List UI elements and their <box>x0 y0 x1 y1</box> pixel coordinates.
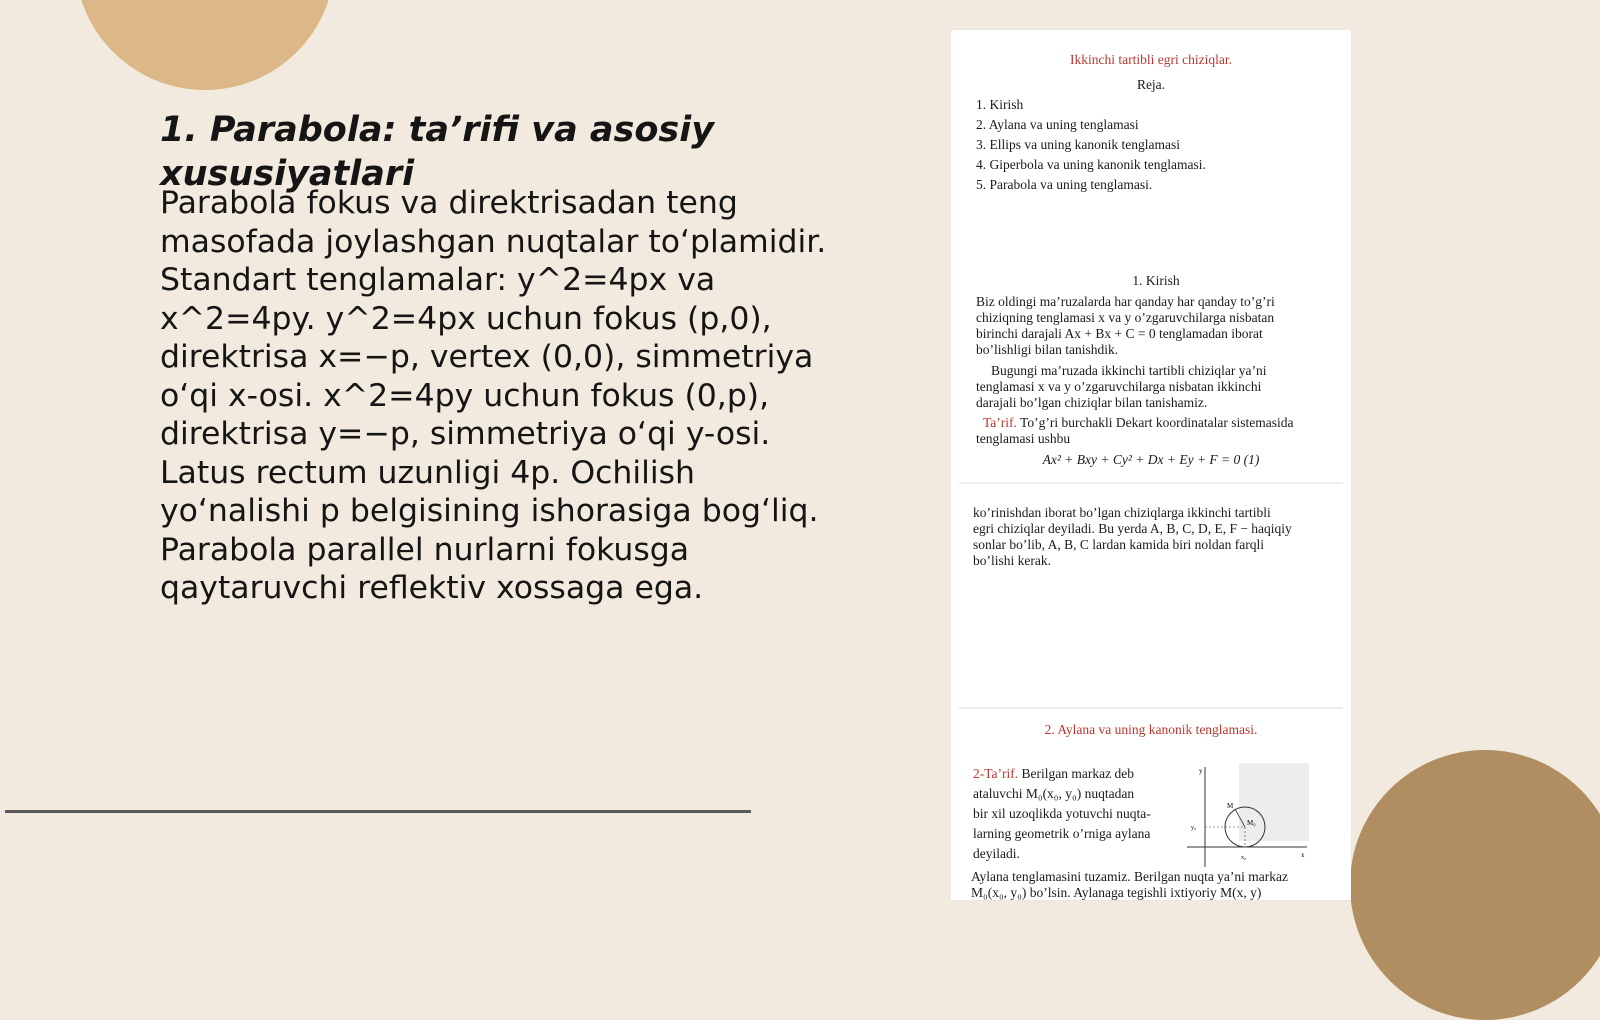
figure-shading <box>1239 763 1309 841</box>
decorative-circle-top <box>75 0 335 90</box>
doc-tail-line: Aylana tenglamasini tuzamiz. Berilgan nuqta ya’ni markaz <box>971 869 1289 884</box>
doc-section-title: 1. Kirish <box>1132 273 1180 288</box>
doc-definition-label: Ta’rif. <box>983 415 1017 430</box>
divider-line <box>5 810 751 813</box>
doc-def2-text: Berilgan markaz deb <box>1018 766 1134 781</box>
doc-plan-item: 3. Ellips va uning kanonik tenglamasi <box>976 137 1180 152</box>
doc-definition-text: To’g’ri burchakli Dekart koordinatalar sistemasida <box>1016 415 1294 430</box>
doc-plan-title: Reja. <box>1136 77 1166 92</box>
figure-label-y0: y₀ <box>1191 825 1197 831</box>
doc-def2-line: deyiladi. <box>973 846 1020 861</box>
doc-tail-line: M₀(x₀, y₀) bo’lsin. Aylanaga tegishli ixtiyoriy M(x, y) <box>971 885 1262 900</box>
doc-cont-line: egri chiziqlar deyiladi. Bu yerda A, B, C, D, E, F − haqiqiy <box>973 521 1292 536</box>
doc-def2-label: 2-Ta’rif. <box>973 766 1019 781</box>
doc-def2-line <box>973 766 1134 782</box>
figure-label-y: y <box>1199 767 1203 775</box>
figure-label-x: x <box>1301 851 1305 859</box>
doc-plan-item: 4. Giperbola va uning kanonik tenglamasi. <box>976 157 1206 172</box>
doc-cont-line: bo’lishi kerak. <box>973 553 1051 568</box>
doc-plan-item: 1. Kirish <box>976 97 1024 112</box>
figure-label-m0: M₀ <box>1247 819 1256 827</box>
decorative-circle-bottom <box>1350 750 1600 1020</box>
document-page-image <box>951 30 1351 900</box>
doc-equation: Ax² + Bxy + Cy² + Dx + Ey + F = 0 (1) <box>1042 452 1260 467</box>
doc-today-line: Bugungi ma’ruzada ikkinchi tartibli chiziqlar ya’ni <box>991 363 1267 378</box>
doc-today-line: tenglamasi x va y o’zgaruvchilarga nisbatan ikkinchi <box>976 379 1262 394</box>
doc-intro-line: birinchi darajali Ax + Bx + C = 0 tenglamadan iborat <box>976 326 1263 341</box>
doc-cont-line: sonlar bo’lib, A, B, C lardan kamida biri noldan farqli <box>973 537 1264 552</box>
slide-title: 1. Parabola: ta’rifi va asosiy xususiyatlari <box>160 110 715 194</box>
slide-body-text: Parabola fokus va direktrisadan teng masofada joylashgan nuqtalar to‘plamidir. Standart tenglamalar: y^2=4px va x^2=4py. y^2=4px uchun fokus (p,0), direktrisa x=−p, vertex (0,0), simmetriya o‘qi x-osi. x^2=4py uchun fokus (0,p), direktrisa y=−p, simmetriya o‘qi y-osi. Latus rectum uzunligi 4p. Ochilish yo‘nalishi p belgisining ishorasiga bog‘liq. Parabola parallel nurlarni fokusga qaytaruvchi reflektiv xossaga ega. <box>160 185 827 606</box>
circle-figure <box>1183 763 1311 873</box>
doc-plan-item: 2. Aylana va uning tenglamasi <box>976 117 1139 132</box>
figure-label-x0: x₀ <box>1241 855 1247 861</box>
doc-definition-line <box>983 415 1294 431</box>
doc-page-separator <box>959 707 1343 709</box>
doc-plan-item: 5. Parabola va uning tenglamasi. <box>976 177 1153 192</box>
doc-intro-line: bo’lishligi bilan tanishdik. <box>976 342 1119 357</box>
doc-page-separator <box>959 482 1343 484</box>
doc-intro-line: Biz oldingi ma’ruzalarda har qanday har qanday to’g’ri <box>976 294 1275 309</box>
doc-cont-line: ko’rinishdan iborat bo’lgan chiziqlarga ikkinchi tartibli <box>973 505 1271 520</box>
figure-label-m: M <box>1227 802 1234 810</box>
doc-section-title: 2. Aylana va uning kanonik tenglamasi. <box>1044 722 1258 737</box>
doc-def2-line: ataluvchi M₀(x₀, y₀) nuqtadan <box>973 786 1135 801</box>
doc-definition-line: tenglamasi ushbu <box>976 431 1071 446</box>
doc-heading: Ikkinchi tartibli egri chiziqlar. <box>1070 52 1232 67</box>
doc-today-line: darajali bo’lgan chiziqlar bilan tanishamiz. <box>976 395 1208 410</box>
doc-def2-line: larning geometrik o’rniga aylana <box>973 826 1151 841</box>
doc-intro-line: chiziqning tenglamasi x va y o’zgaruvchilarga nisbatan <box>976 310 1275 325</box>
doc-def2-line: bir xil uzoqlikda yotuvchi nuqta- <box>973 806 1151 821</box>
